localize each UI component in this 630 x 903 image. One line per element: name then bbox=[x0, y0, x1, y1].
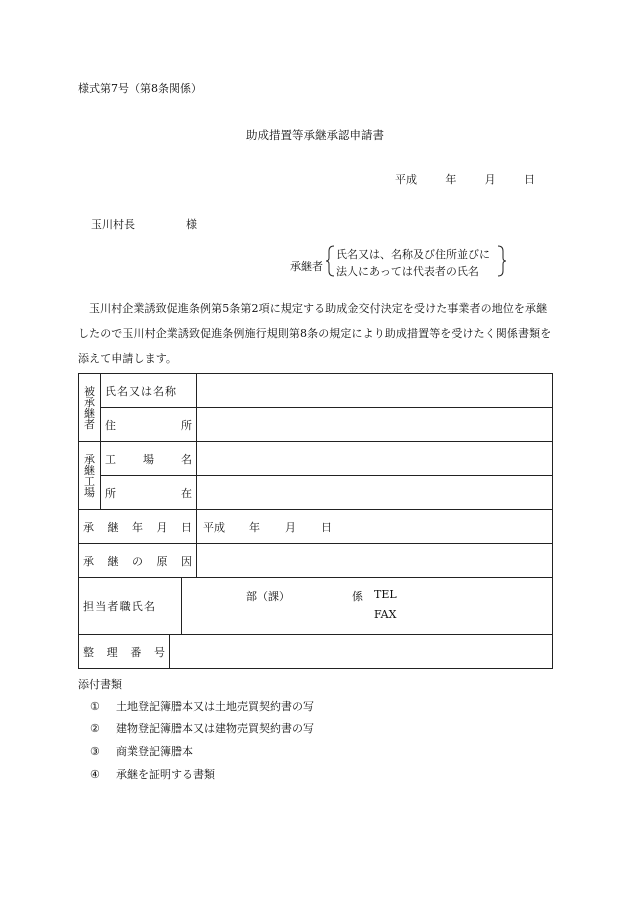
factory-name-label: 工 場 名 bbox=[101, 442, 197, 476]
form-number: 様式第7号（第8条関係） bbox=[78, 82, 202, 95]
factory-group-label: 承 継 工 場 bbox=[79, 442, 101, 510]
application-statement: 玉川村企業誘致促進条例第5条第2項に規定する助成金交付決定を受けた事業者の地位を承継したので玉川村企業誘致促進条例施行規則第8条の規定により助成措置等を受けたく関係書類を添えて申請します。 bbox=[78, 302, 552, 365]
date-year: 年 bbox=[445, 173, 457, 186]
attachment-item bbox=[90, 766, 215, 782]
predecessor-name-label: 氏名又は名称 bbox=[101, 374, 197, 408]
ref-number-row bbox=[79, 635, 553, 669]
successor-note-line2: 法人にあっては代表者の氏名 bbox=[336, 265, 479, 278]
table-row bbox=[79, 408, 553, 442]
addressee-name: 玉川村長 bbox=[91, 218, 135, 231]
succession-date-era: 平成 bbox=[203, 520, 225, 534]
factory-location-label: 所 在 bbox=[101, 476, 197, 510]
application-form-table bbox=[78, 373, 553, 669]
contact-person-label: 担当者職氏名 bbox=[79, 578, 182, 634]
table-row bbox=[79, 476, 553, 510]
attachment-item bbox=[90, 720, 314, 736]
table-row bbox=[79, 374, 553, 408]
factory-location-field[interactable] bbox=[197, 476, 553, 510]
predecessor-name-field[interactable] bbox=[197, 374, 553, 408]
contact-person-field[interactable] bbox=[182, 578, 552, 634]
document-title: 助成措置等承継承認申請書 bbox=[246, 128, 384, 142]
ref-number-label: 整 理 番 号 bbox=[79, 635, 170, 668]
attachment-text: 商業登記簿謄本 bbox=[116, 745, 193, 758]
succession-reason-field[interactable] bbox=[197, 544, 553, 578]
attachment-text: 建物登記簿謄本又は建物売買契約書の写 bbox=[116, 722, 314, 735]
predecessor-group-label: 被 承 継 者 bbox=[79, 374, 101, 442]
contact-fax-label: FAX bbox=[374, 608, 397, 621]
successor-label: 承継者 bbox=[290, 260, 323, 273]
succession-date-field[interactable] bbox=[197, 510, 553, 544]
table-row bbox=[79, 578, 553, 635]
succession-date-day: 日 bbox=[321, 520, 332, 534]
application-date bbox=[395, 171, 535, 187]
attachment-number: ① bbox=[90, 700, 100, 713]
attachments-title: 添付書類 bbox=[78, 678, 122, 691]
attachment-number: ③ bbox=[90, 745, 100, 758]
addressee-honorific: 様 bbox=[186, 218, 197, 231]
attachment-number: ② bbox=[90, 722, 100, 735]
succession-date-month: 月 bbox=[285, 520, 296, 534]
table-row bbox=[79, 635, 553, 669]
attachment-item bbox=[90, 743, 193, 759]
succession-date-year: 年 bbox=[249, 520, 260, 534]
contact-tel-label: TEL bbox=[374, 588, 397, 601]
table-row bbox=[79, 442, 553, 476]
predecessor-address-label: 住 所 bbox=[101, 408, 197, 442]
addressee bbox=[91, 216, 197, 232]
factory-name-field[interactable] bbox=[197, 442, 553, 476]
successor-note bbox=[326, 245, 506, 277]
contact-dept-label: 部（課） bbox=[246, 590, 290, 603]
contact-section-label: 係 bbox=[352, 590, 363, 603]
contact-row bbox=[79, 578, 553, 635]
table-row bbox=[79, 510, 553, 544]
ref-number-field[interactable] bbox=[170, 635, 552, 668]
successor-note-line1: 氏名又は、名称及び住所並びに bbox=[336, 248, 490, 261]
succession-date-label: 承 継 年 月 日 bbox=[79, 510, 197, 544]
attachment-item bbox=[90, 698, 314, 714]
attachment-text: 承継を証明する書類 bbox=[116, 768, 215, 781]
table-row bbox=[79, 544, 553, 578]
date-month: 月 bbox=[484, 173, 496, 186]
attachment-text: 土地登記簿謄本又は土地売買契約書の写 bbox=[116, 700, 314, 713]
attachment-number: ④ bbox=[90, 768, 100, 781]
predecessor-address-field[interactable] bbox=[197, 408, 553, 442]
date-day: 日 bbox=[523, 173, 535, 186]
date-era: 平成 bbox=[395, 173, 417, 186]
succession-reason-label: 承 継 の 原 因 bbox=[79, 544, 197, 578]
